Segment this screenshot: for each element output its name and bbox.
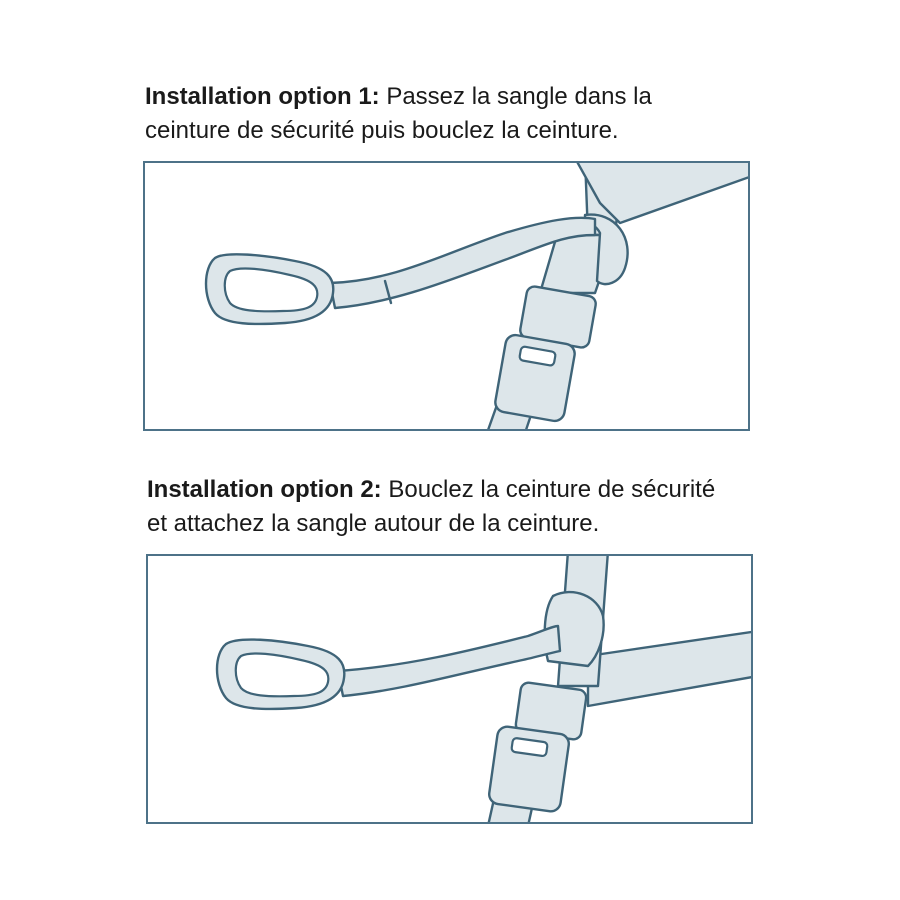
- option-2-text-line-1: Bouclez la ceinture de sécurité: [388, 476, 716, 503]
- option-1-illustration: [143, 161, 750, 431]
- option-1-line-1: [145, 80, 900, 114]
- option-1-heading: Installation option 1:: [145, 83, 380, 110]
- seatbelt-buckle-icon: [488, 682, 587, 813]
- carabiner-icon: [206, 254, 333, 324]
- option-1-text-line-1: Passez la sangle dans la: [386, 83, 652, 110]
- option-2-heading-colon: :: [373, 476, 382, 503]
- option-1-drawing: [145, 163, 748, 429]
- option-2-drawing: [148, 556, 751, 822]
- option-2-heading: Installation option 2: [147, 476, 374, 503]
- option-2-text-line-2: et attachez la sangle autour de la ceinture.: [147, 510, 600, 537]
- carabiner-icon: [217, 640, 344, 709]
- option-2-caption: [147, 473, 900, 541]
- option-1-caption: [145, 80, 900, 148]
- option-1-text-line-2: ceinture de sécurité puis bouclez la ceinture.: [145, 117, 619, 144]
- seatbelt-buckle-icon: [494, 285, 597, 422]
- option-2-illustration: [146, 554, 753, 824]
- seatbelt-strap-diagonal: [588, 631, 751, 706]
- option-2-line-1: [147, 473, 900, 507]
